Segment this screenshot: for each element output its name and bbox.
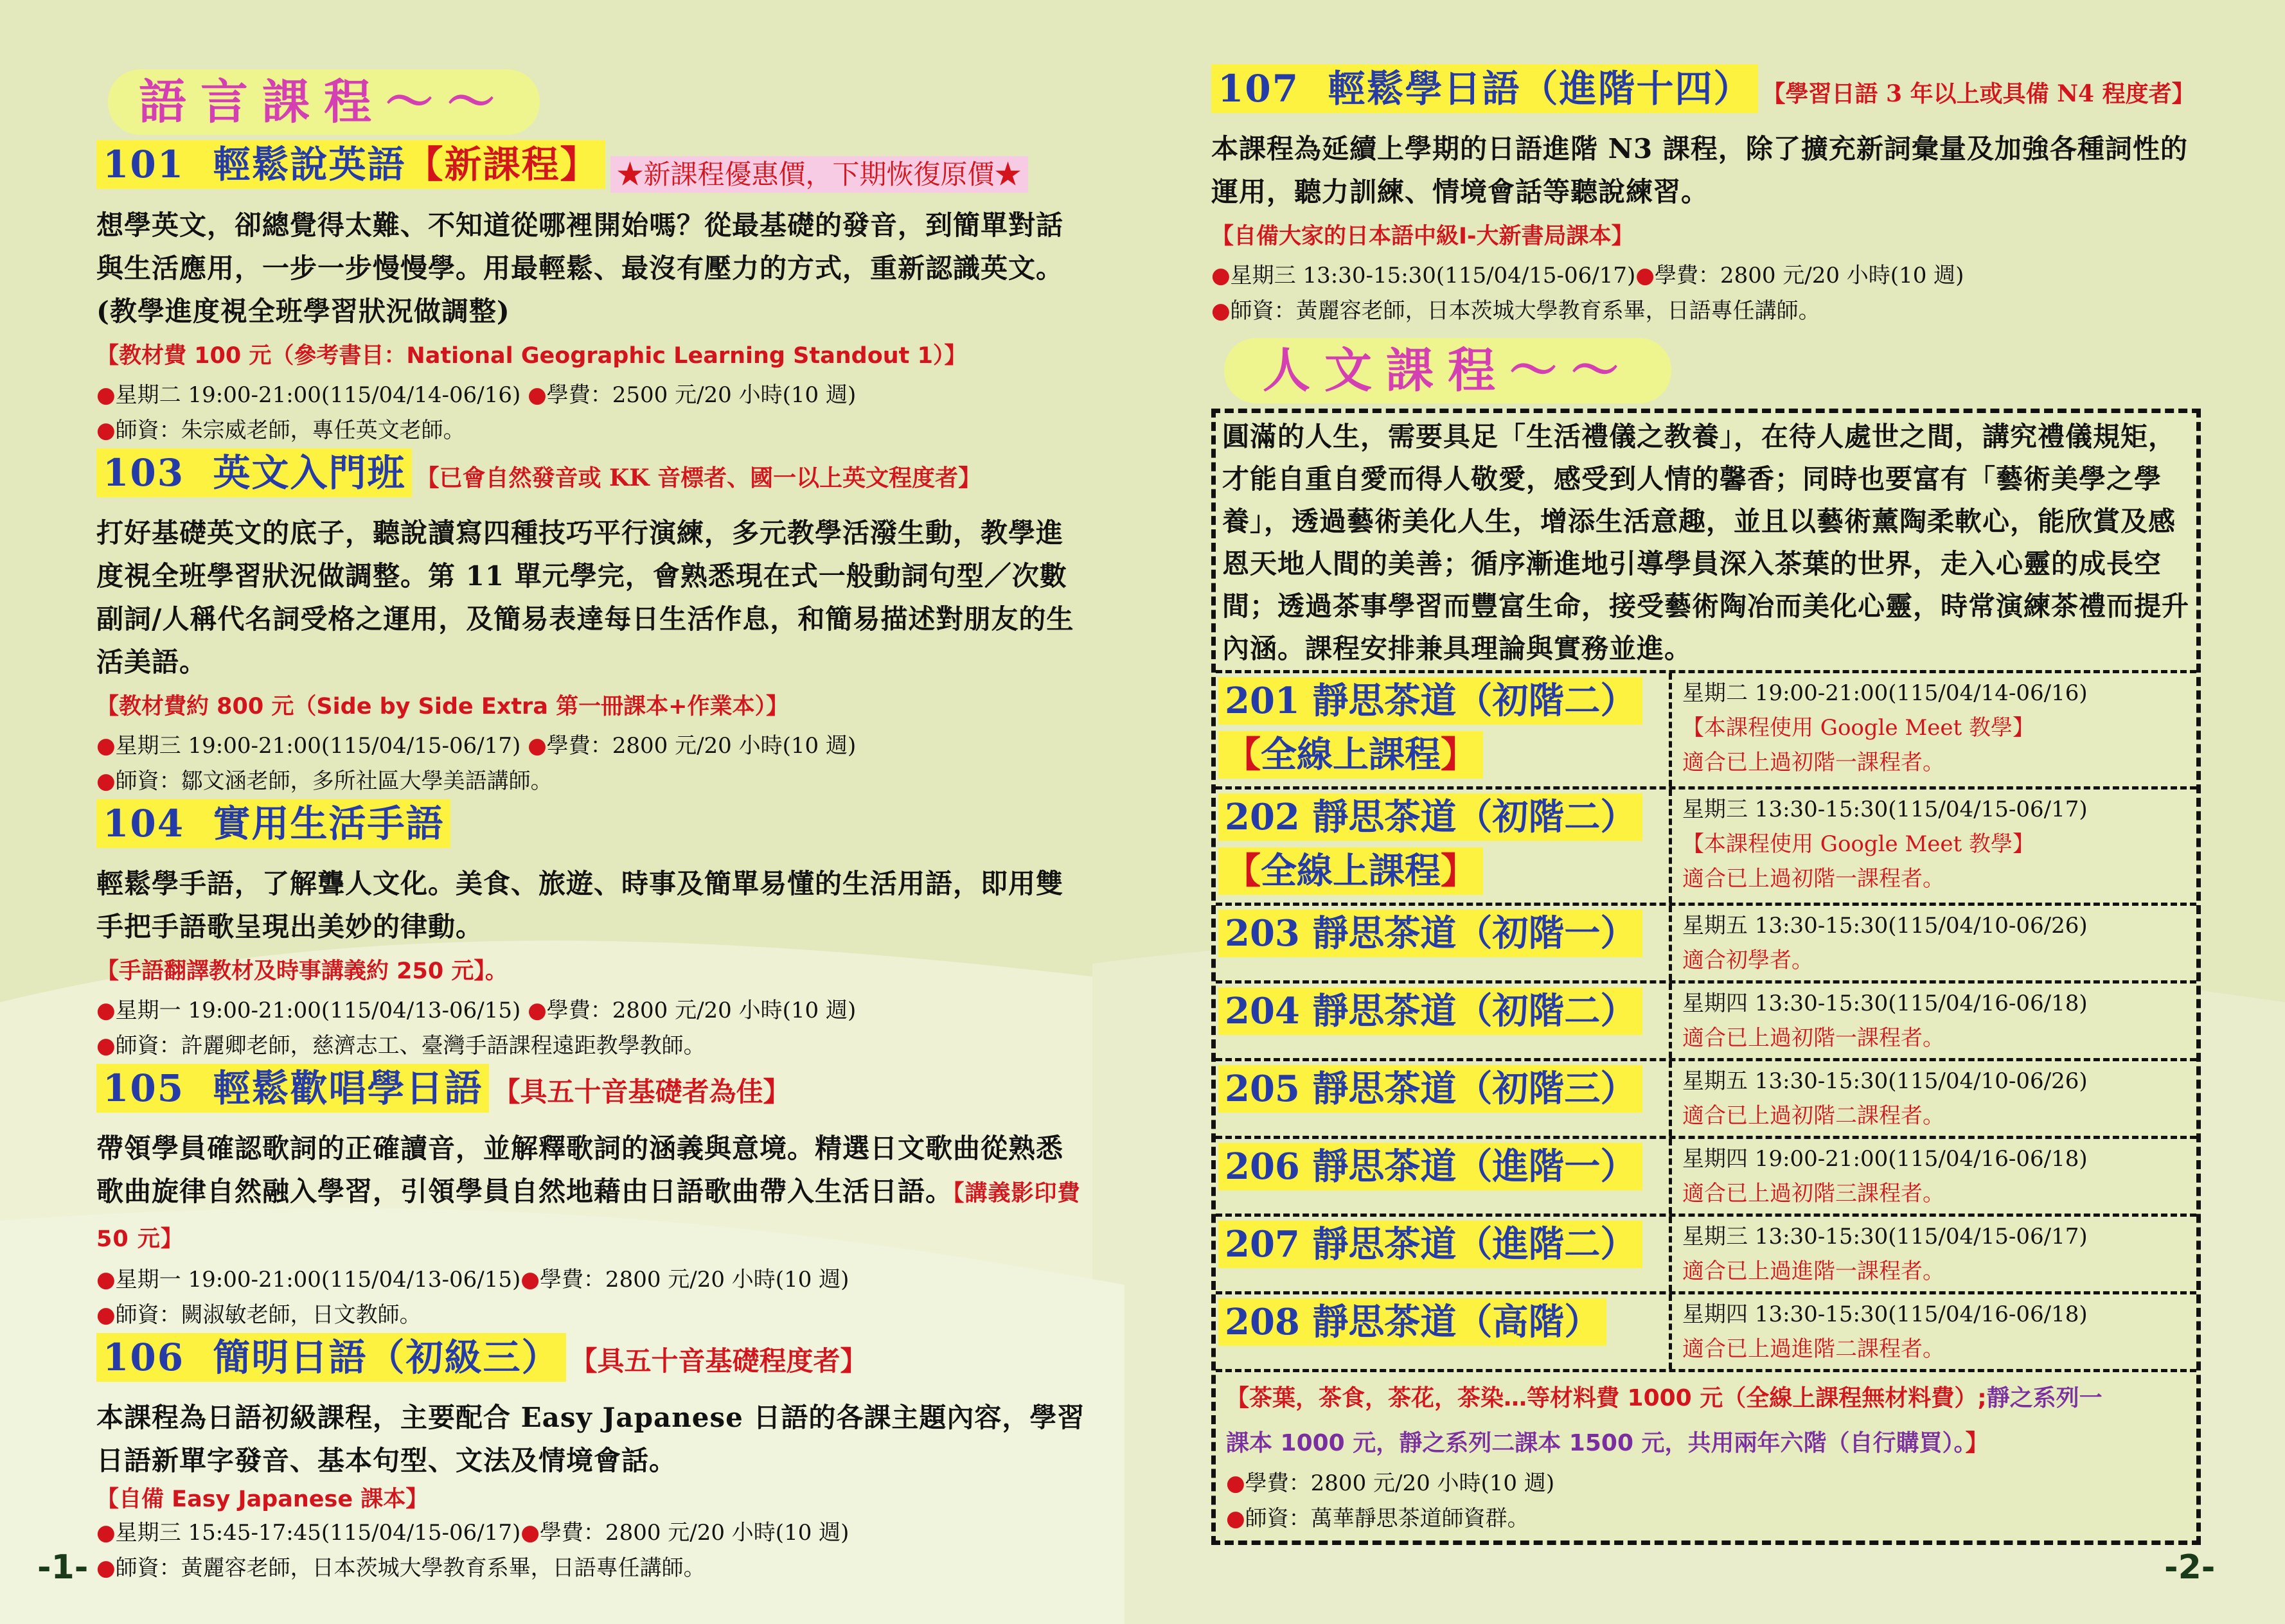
bullet-icon: ● bbox=[1211, 263, 1231, 288]
tea-course-prereq: 適合已上過初階三課程者。 bbox=[1682, 1181, 1944, 1206]
course-teacher: ●師資：黃麗容老師，日本茨城大學教育系畢，日語專任講師。 bbox=[1211, 298, 1820, 324]
tea-course-row bbox=[1216, 980, 2196, 1058]
tea-course-schedule: 星期三 13:30-15:30(115/04/15-06/17) bbox=[1682, 797, 2088, 822]
course-title: 105 輕鬆歡唱學日語 bbox=[96, 1064, 489, 1113]
bullet-icon: ● bbox=[96, 768, 116, 794]
course-101 bbox=[96, 140, 1086, 448]
tea-course-schedule: 星期三 13:30-15:30(115/04/15-06/17) bbox=[1682, 1224, 2088, 1249]
tea-teacher: ●師資：萬華靜思茶道師資群。 bbox=[1226, 1506, 1529, 1531]
course-description: 帶領學員確認歌詞的正確讀音，並解釋歌詞的涵義與意境。精選日文歌曲從熟悉歌曲旋律自然融入學習，引領學員自然地藉由日語歌曲帶入生活日語。【講義影印費 50 元】 bbox=[96, 1132, 1081, 1252]
course-105 bbox=[96, 1064, 1086, 1333]
tea-course-row bbox=[1216, 1291, 2196, 1369]
tea-course-note: 【本課程使用 Google Meet 教學】 bbox=[1682, 831, 2035, 857]
bullet-icon: ● bbox=[1226, 1470, 1245, 1496]
tea-course-footer bbox=[1216, 1369, 2196, 1540]
course-material: 【教材費 100 元（參考書目：National Geographic Learning Standout 1）】 bbox=[96, 342, 967, 369]
course-requirement: 【具五十音基礎程度者】 bbox=[570, 1345, 867, 1377]
tea-course-title: 203 靜思茶道（初階一） bbox=[1218, 910, 1642, 957]
course-description: 本課程為日語初級課程，主要配合 Easy Japanese 日語的各課主題內容，學習日語新單字發音、基本句型、文法及情境會話。 bbox=[96, 1401, 1085, 1476]
bullet-icon: ● bbox=[520, 1266, 540, 1293]
tea-course-prereq: 適合已上過初階一課程者。 bbox=[1682, 1025, 1944, 1051]
course-requirement: 【具五十音基礎者為佳】 bbox=[493, 1075, 790, 1108]
tea-course-schedule: 星期五 13:30-15:30(115/04/10-06/26) bbox=[1682, 913, 2088, 939]
tea-course-title: 207 靜思茶道（進階二） bbox=[1218, 1221, 1642, 1268]
course-teacher: ●師資：闕淑敏老師，日文教師。 bbox=[96, 1302, 422, 1328]
humanities-intro: 圓滿的人生，需要具足「生活禮儀之教養」，在待人處世之間，講究禮儀規矩，才能自重自愛而得人敬愛，感受到人情的馨香；同時也要富有「藝術美學之學養」，透過藝術美化人生，增添生活意趣，並且以藝術薰陶柔軟心，能欣賞及感恩天地人間的美善；循序漸進地引導學員深入茶葉的世界，走入心靈的成長空間；透過茶事學習而豐富生命，接受藝術陶冶而美化心靈，時常演練茶禮而提升內涵。課程安排兼具理論與實務並進。 bbox=[1222, 421, 2190, 664]
tea-course-title: 202 靜思茶道（初階二） bbox=[1218, 793, 1642, 841]
bullet-icon: ● bbox=[96, 1032, 116, 1059]
course-title: 107 輕鬆學日語（進階十四） bbox=[1211, 64, 1758, 113]
course-schedule-fee: ●星期三 19:00-21:00(115/04/15-06/17) ●學費：2800 元/20 小時(10 週) bbox=[96, 732, 857, 759]
course-description: 輕鬆學手語，了解聾人文化。美食、旅遊、時事及簡單易懂的生活用語，即用雙手把手語歌呈現出美妙的律動。 bbox=[96, 867, 1064, 942]
bullet-icon: ● bbox=[96, 382, 116, 408]
tea-course-row bbox=[1216, 670, 2196, 786]
course-requirement: 【已會自然發音或 KK 音標者、國一以上英文程度者】 bbox=[416, 464, 982, 491]
tea-course-row bbox=[1216, 903, 2196, 980]
right-page bbox=[1211, 0, 2201, 1624]
tea-course-schedule: 星期四 19:00-21:00(115/04/16-06/18) bbox=[1682, 1146, 2088, 1172]
course-teacher: ●師資：黃麗容老師，日本茨城大學教育系畢，日語專任講師。 bbox=[96, 1555, 706, 1581]
page-number-left: -1- bbox=[37, 1548, 89, 1587]
course-103 bbox=[96, 448, 1086, 799]
course-title: 101 輕鬆說英語【新課程】 bbox=[96, 140, 605, 189]
course-material: 【手語翻譯教材及時事講義約 250 元】。 bbox=[96, 958, 508, 984]
tea-course-title: 205 靜思茶道（初階三） bbox=[1218, 1065, 1642, 1113]
tea-course-schedule: 星期二 19:00-21:00(115/04/14-06/16) bbox=[1682, 680, 2088, 706]
tea-course-note: 【本課程使用 Google Meet 教學】 bbox=[1682, 715, 2035, 741]
bullet-icon: ● bbox=[1226, 1506, 1245, 1531]
course-104 bbox=[96, 799, 1086, 1064]
course-material: 【講義影印費 50 元】 bbox=[96, 1180, 1081, 1252]
bullet-icon: ● bbox=[96, 1519, 116, 1546]
online-course-badge: 【全線上課程】 bbox=[1218, 847, 1483, 895]
tea-fee: ●學費：2800 元/20 小時(10 週) bbox=[1226, 1470, 1555, 1496]
course-description: 打好基礎英文的底子，聽說讀寫四種技巧平行演練，多元教學活潑生動，教學進度視全班學習狀況做調整。第 11 單元學完，會熟悉現在式一般動詞句型／次數副詞/人稱代名詞受格之運用，及簡易表達每日生活作息，和簡易描述對朋友的生活美語。 bbox=[96, 516, 1074, 678]
course-schedule-fee: ●星期三 13:30-15:30(115/04/15-06/17)●學費：2800 元/20 小時(10 週) bbox=[1211, 263, 1964, 288]
humanities-box bbox=[1211, 409, 2201, 1545]
course-title: 103 英文入門班 bbox=[96, 448, 412, 497]
humanities-section-title: 人文課程～～ bbox=[1224, 338, 1671, 403]
tea-material-fee: 【茶葉，茶食，茶花，茶染…等材料費 1000 元（全線上課程無材料費）;靜之系列一 課本 1000 元，靜之系列二課本 1500 元，共用兩年六階（自行購買）。】 bbox=[1226, 1385, 2103, 1456]
tea-course-row bbox=[1216, 1058, 2196, 1136]
course-schedule-fee: ●星期三 15:45-17:45(115/04/15-06/17)●學費：2800 元/20 小時(10 週) bbox=[96, 1519, 849, 1546]
tea-course-title: 204 靜思茶道（初階二） bbox=[1218, 987, 1642, 1035]
course-teacher: ●師資：許麗卿老師，慈濟志工、臺灣手語課程遠距教學教師。 bbox=[96, 1032, 706, 1059]
course-title: 106 簡明日語（初級三） bbox=[96, 1333, 566, 1382]
tea-course-schedule: 星期四 13:30-15:30(115/04/16-06/18) bbox=[1682, 991, 2088, 1016]
tea-course-prereq: 適合已上過初階二課程者。 bbox=[1682, 1103, 1944, 1129]
course-107 bbox=[1211, 64, 2201, 329]
tea-course-prereq: 適合已上過進階二課程者。 bbox=[1682, 1336, 1944, 1362]
online-course-badge: 【全線上課程】 bbox=[1218, 731, 1483, 779]
bullet-icon: ● bbox=[520, 1519, 540, 1546]
bullet-icon: ● bbox=[96, 1555, 116, 1581]
course-schedule-fee: ●星期一 19:00-21:00(115/04/13-06/15) ●學費：2800 元/20 小時(10 週) bbox=[96, 997, 857, 1023]
left-page bbox=[96, 0, 1086, 1624]
tea-course-prereq: 適合已上過進階一課程者。 bbox=[1682, 1258, 1944, 1284]
tea-course-prereq: 適合初學者。 bbox=[1682, 948, 1813, 973]
course-description: 本課程為延續上學期的日語進階 N3 課程，除了擴充新詞彙量及加強各種詞性的運用，聽力訓練、情境會話等聽說練習。 bbox=[1211, 133, 2188, 207]
course-material: 【自備大家的日本語中級Ⅰ-大新書局課本】 bbox=[1211, 224, 1634, 249]
course-material: 【自備 Easy Japanese 課本】 bbox=[96, 1486, 429, 1512]
bullet-icon: ● bbox=[528, 997, 547, 1023]
tea-course-prereq: 適合已上過初階一課程者。 bbox=[1682, 750, 1944, 775]
tea-course-title: 208 靜思茶道（高階） bbox=[1218, 1298, 1606, 1346]
promo-badge: ★新課程優惠價，下期恢復原價★ bbox=[610, 156, 1028, 193]
course-106 bbox=[96, 1333, 1086, 1586]
bullet-icon: ● bbox=[96, 732, 116, 759]
course-teacher: ●師資：朱宗威老師，專任英文老師。 bbox=[96, 417, 465, 443]
course-schedule-fee: ●星期二 19:00-21:00(115/04/14-06/16) ●學費：2500 元/20 小時(10 週) bbox=[96, 382, 857, 408]
course-requirement: 【學習日語 3 年以上或具備 N4 程度者】 bbox=[1762, 80, 2195, 107]
course-teacher: ●師資：鄒文涵老師，多所社區大學美語講師。 bbox=[96, 768, 553, 794]
course-schedule-fee: ●星期一 19:00-21:00(115/04/13-06/15)●學費：2800 元/20 小時(10 週) bbox=[96, 1266, 849, 1293]
tea-course-row bbox=[1216, 1136, 2196, 1214]
tea-course-row bbox=[1216, 1214, 2196, 1291]
tea-course-prereq: 適合已上過初階一課程者。 bbox=[1682, 866, 1944, 892]
bullet-icon: ● bbox=[1211, 298, 1231, 324]
tea-course-schedule: 星期四 13:30-15:30(115/04/16-06/18) bbox=[1682, 1302, 2088, 1327]
bullet-icon: ● bbox=[528, 382, 547, 408]
page-number-right: -2- bbox=[2164, 1548, 2216, 1587]
language-section-title: 語言課程～～ bbox=[108, 69, 540, 135]
tea-course-title: 201 靜思茶道（初階二） bbox=[1218, 677, 1642, 725]
course-description: 想學英文，卻總覺得太難、不知道從哪裡開始嗎？從最基礎的發音，到簡單對話與生活應用，一步一步慢慢學。用最輕鬆、最沒有壓力的方式，重新認識英文。(教學進度視全班學習狀況做調整) bbox=[96, 209, 1064, 327]
bullet-icon: ● bbox=[96, 417, 116, 443]
tea-course-title: 206 靜思茶道（進階一） bbox=[1218, 1143, 1642, 1190]
bullet-icon: ● bbox=[96, 1266, 116, 1293]
bullet-icon: ● bbox=[96, 997, 116, 1023]
tea-course-schedule: 星期五 13:30-15:30(115/04/10-06/26) bbox=[1682, 1068, 2088, 1094]
course-material: 【教材費約 800 元（Side by Side Extra 第一冊課本+作業本）】 bbox=[96, 693, 788, 719]
tea-course-row bbox=[1216, 786, 2196, 903]
bullet-icon: ● bbox=[528, 732, 547, 759]
course-title: 104 實用生活手語 bbox=[96, 799, 450, 848]
bullet-icon: ● bbox=[1635, 263, 1655, 288]
bullet-icon: ● bbox=[96, 1302, 116, 1328]
